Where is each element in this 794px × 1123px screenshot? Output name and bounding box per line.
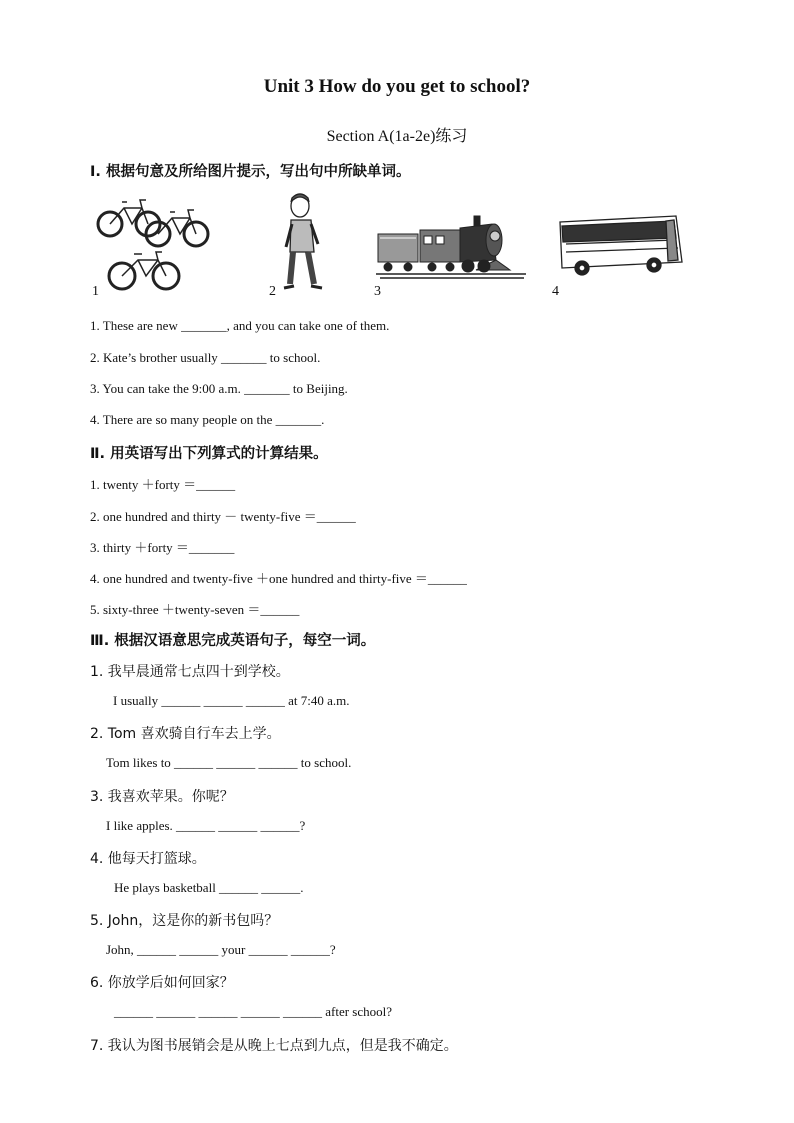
section-3-item-1-en: I usually ______ ______ ______ at 7:40 a.m. (113, 693, 350, 708)
section-3-item-4-en: He plays basketball ______ ______. (114, 880, 304, 895)
section-3-item-5-en: John, ______ ______ your ______ ______? (106, 942, 336, 957)
section-1-line-2: 2. Kate’s brother usually _______ to school. (90, 350, 321, 365)
section-3-item-3-en: I like apples. ______ ______ ______? (106, 818, 306, 833)
walking-boy-icon (278, 192, 328, 300)
section-2-line-4: 4. one hundred and twenty-five ＋one hundred and thirty-five ＝______ (90, 571, 467, 586)
section-3-heading: Ⅲ. 根据汉语意思完成英语句子，每空一词。 (90, 633, 376, 649)
picture-1-number: 1 (92, 284, 99, 299)
bicycles-icon (96, 190, 231, 300)
train-icon (376, 212, 528, 280)
section-1-line-4: 4. There are so many people on the _______. (90, 412, 325, 427)
section-2-line-2: 2. one hundred and thirty － twenty-five ＝______ (90, 509, 356, 524)
picture-2-number: 2 (269, 284, 276, 299)
page-subtitle: Section A(1a-2e)练习 (326, 128, 468, 145)
section-2-line-3: 3. thirty ＋forty ＝_______ (90, 540, 235, 555)
section-2-line-1: 1. twenty ＋forty ＝______ (90, 477, 236, 492)
section-3-item-2-en: Tom likes to ______ ______ ______ to school. (106, 755, 352, 770)
section-1-heading: Ⅰ. 根据句意及所给图片提示，写出句中所缺单词。 (90, 164, 411, 180)
section-3-item-3-cn: 3. 我喜欢苹果。你呢？ (90, 789, 234, 805)
section-3-item-7-cn: 7. 我认为图书展销会是从晚上七点到九点，但是我不确定。 (90, 1038, 458, 1054)
picture-3-number: 3 (374, 284, 381, 299)
section-3-item-1-cn: 1. 我早晨通常七点四十到学校。 (90, 664, 290, 680)
section-3-item-6-en: ______ ______ ______ ______ ______ after school? (114, 1004, 393, 1019)
section-1-line-1: 1. These are new _______, and you can take one of them. (90, 318, 390, 333)
section-3-item-4-cn: 4. 他每天打篮球。 (90, 851, 206, 867)
section-2-line-5: 5. sixty-three ＋twenty-seven ＝______ (90, 602, 300, 617)
section-2-heading: Ⅱ. 用英语写出下列算式的计算结果。 (90, 446, 328, 462)
bus-icon (556, 212, 686, 278)
section-3-item-5-cn: 5. John，这是你的新书包吗？ (90, 913, 279, 929)
picture-4-number: 4 (552, 284, 559, 299)
section-3-item-6-cn: 6. 你放学后如何回家？ (90, 975, 234, 991)
section-3-item-2-cn: 2. Tom 喜欢骑自行车去上学。 (90, 726, 281, 742)
section-1-line-3: 3. You can take the 9:00 a.m. _______ to Beijing. (90, 381, 348, 396)
page-title: Unit 3 How do you get to school? (263, 76, 531, 97)
